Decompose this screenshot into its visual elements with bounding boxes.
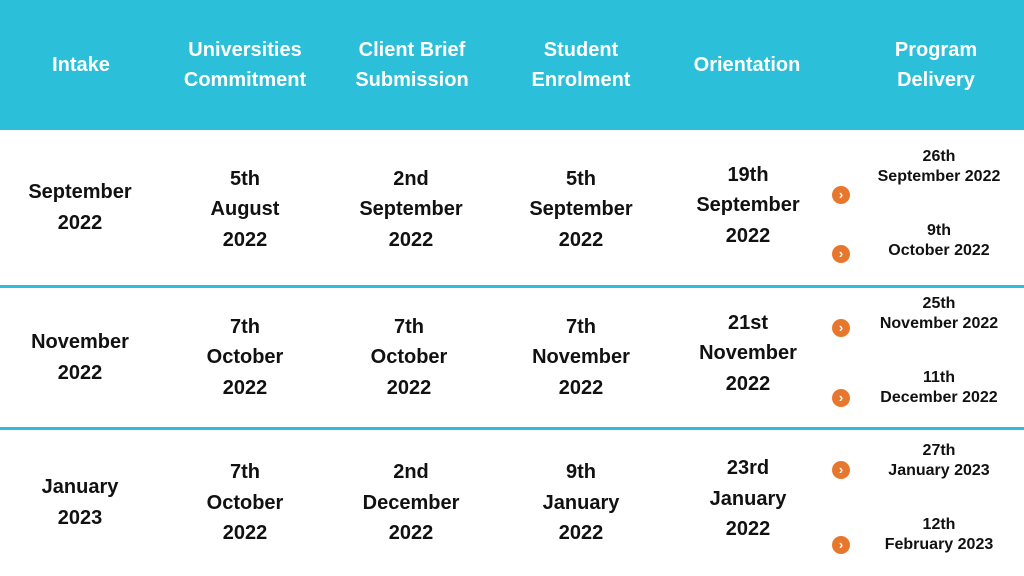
- delivery-date: 11th December 2022: [880, 369, 998, 406]
- header-student-enrolment: Student Enrolment: [531, 39, 631, 91]
- header-program-delivery: Program Delivery: [894, 39, 978, 91]
- header-intake: Intake: [52, 54, 110, 76]
- orientation-cell: 21st November 2022: [699, 311, 797, 395]
- chevron-right-icon: ›: [832, 245, 850, 263]
- delivery-date: 27th January 2023: [888, 442, 990, 479]
- delivery-item: [828, 221, 1024, 265]
- chevron-right-icon: ›: [832, 319, 850, 337]
- delivery-date: 26th September 2022: [877, 148, 1001, 185]
- intake-cell: November 2022: [31, 330, 129, 384]
- universities-commitment-cell: 5th August 2022: [210, 167, 280, 251]
- delivery-item: [828, 147, 1024, 202]
- chevron-right-icon: ›: [832, 461, 850, 479]
- header-orientation: Orientation: [693, 54, 801, 76]
- program-delivery-cell: [828, 430, 1024, 576]
- header-universities-commitment: Universities Commitment: [183, 39, 307, 91]
- chevron-right-icon: ›: [832, 536, 850, 554]
- client-brief-submission-cell: 2nd September 2022: [359, 167, 463, 251]
- universities-commitment-cell: 7th October 2022: [206, 461, 284, 545]
- client-brief-submission-cell: 7th October 2022: [370, 315, 448, 399]
- table-row: [0, 288, 1024, 427]
- delivery-item: [828, 515, 1024, 559]
- delivery-date: 12th February 2023: [884, 516, 994, 553]
- delivery-item: [828, 294, 1024, 338]
- table-row: [0, 430, 1024, 576]
- program-delivery-cell: [828, 130, 1024, 285]
- orientation-cell: 19th September 2022: [696, 163, 800, 247]
- intake-cell: January 2023: [41, 476, 119, 529]
- chevron-right-icon: ›: [832, 186, 850, 204]
- intake-cell: September 2022: [28, 180, 132, 234]
- delivery-item: [828, 441, 1024, 485]
- chevron-right-icon: ›: [832, 389, 850, 407]
- delivery-item: [828, 368, 1024, 412]
- orientation-cell: 23rd January 2022: [709, 457, 787, 541]
- delivery-date: 9th October 2022: [888, 222, 990, 259]
- client-brief-submission-cell: 2nd December 2022: [362, 461, 460, 545]
- student-enrolment-cell: 7th November 2022: [532, 315, 630, 399]
- student-enrolment-cell: 5th September 2022: [529, 167, 633, 251]
- delivery-date: 25th November 2022: [879, 295, 999, 332]
- table-row: [0, 130, 1024, 285]
- universities-commitment-cell: 7th October 2022: [206, 315, 284, 399]
- table-header: [0, 0, 1024, 130]
- student-enrolment-cell: 9th January 2022: [542, 461, 620, 545]
- header-client-brief-submission: Client Brief Submission: [355, 39, 469, 91]
- program-delivery-cell: [828, 288, 1024, 427]
